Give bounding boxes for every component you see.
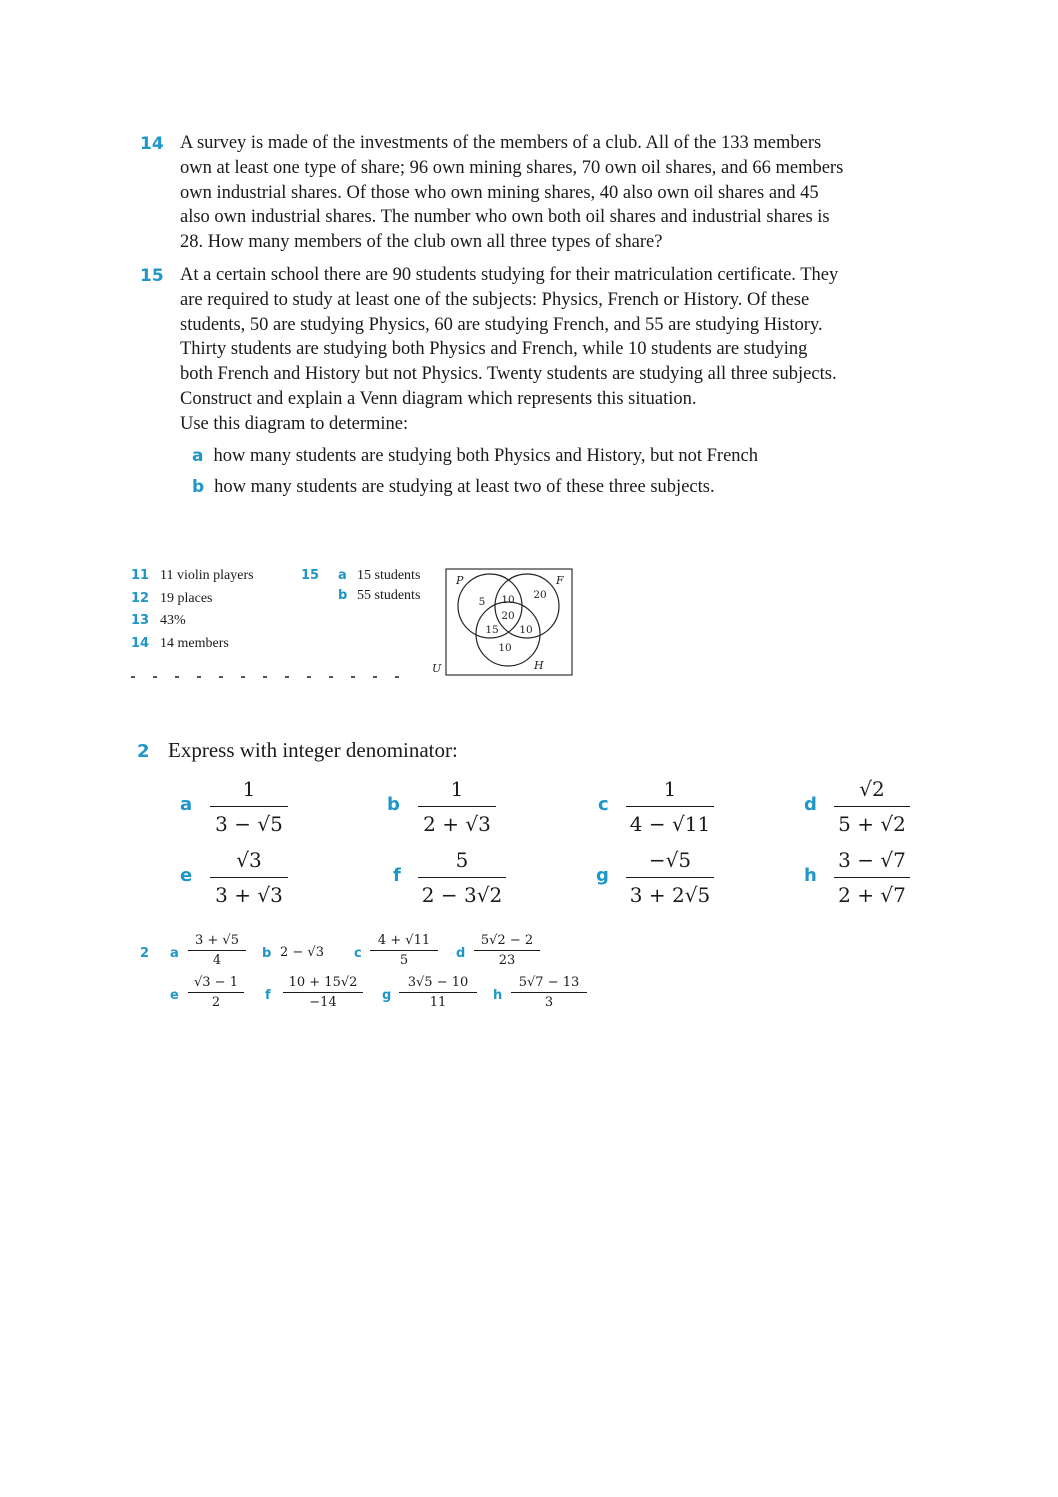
item-label-g: g <box>596 865 609 886</box>
answer-13 <box>131 613 186 629</box>
text-line: Use this diagram to determine: <box>180 413 409 434</box>
answer-number: 13 <box>131 613 150 628</box>
numerator: √3 <box>236 848 262 872</box>
text-line: are required to study at least one of the subjects: Physics, French or History. Of these <box>180 289 810 310</box>
text-line: students, 50 are studying Physics, 60 are studying French, and 55 are studying History. <box>180 314 823 335</box>
numerator: 4 + √11 <box>377 933 431 948</box>
fraction-bar <box>399 992 477 993</box>
answer-14 <box>131 636 229 652</box>
answer2-fraction-a <box>188 932 246 969</box>
fraction-a <box>210 775 288 838</box>
answer2-fraction-h <box>511 974 587 1011</box>
answer2-value-b: 2 − √3 <box>280 945 324 960</box>
numerator: 5√7 − 13 <box>518 975 580 990</box>
denominator: 3 <box>544 995 554 1010</box>
fraction-d <box>834 775 910 838</box>
text-line: Thirty students are studying both Physics and French, while 10 students are studying <box>180 339 808 360</box>
answer-text: 19 places <box>160 591 213 606</box>
item-label-a: a <box>180 794 193 815</box>
region-ph: 15 <box>485 624 499 636</box>
answer2-label-h: h <box>493 988 503 1003</box>
answer2-label-b: b <box>262 946 272 961</box>
answer-text: 15 students <box>357 568 421 583</box>
text-line: own industrial shares. Of those who own mining shares, 40 also own oil shares and 45 <box>180 182 819 203</box>
denominator: 4 − √11 <box>629 812 711 837</box>
part-label: b <box>338 588 348 603</box>
fraction-bar <box>370 950 438 951</box>
text-line: also own industrial shares. The number who own both oil shares and industrial shares is <box>180 207 830 228</box>
fraction-bar <box>418 877 506 878</box>
denominator: 5 + √2 <box>838 812 906 837</box>
fraction-bar <box>418 806 496 807</box>
question-15-part-a <box>192 446 758 467</box>
denominator: 2 + √3 <box>423 812 491 837</box>
region-f-only: 20 <box>533 589 547 601</box>
answer-text: 14 members <box>160 636 229 651</box>
fraction-bar <box>834 806 910 807</box>
fraction-bar <box>188 950 246 951</box>
venn-diagram <box>432 568 573 676</box>
fraction-b <box>418 775 496 838</box>
question-15-text <box>180 263 838 437</box>
numerator: 3 − √7 <box>838 848 906 872</box>
answer-number: 11 <box>131 568 150 583</box>
answer2-fraction-d <box>474 932 540 969</box>
set-label-u: U <box>432 662 442 675</box>
fraction-bar <box>511 992 587 993</box>
denominator: 3 + 2√5 <box>629 883 711 908</box>
text-line: both French and History but not Physics. Twenty students are studying all three subjects. <box>180 364 837 385</box>
answer2-label-d: d <box>456 946 466 961</box>
numerator: 1 <box>663 777 677 801</box>
part-label: a <box>192 446 204 466</box>
answer2-fraction-e <box>188 974 244 1011</box>
question-2-prompt: Express with integer denominator: <box>168 738 458 762</box>
set-label-p: P <box>456 574 464 587</box>
denominator: 3 − √5 <box>215 812 283 837</box>
denominator: 2 + √7 <box>838 883 906 908</box>
text-line: At a certain school there are 90 students studying for their matriculation certificate. They <box>180 265 839 285</box>
numerator: 1 <box>450 777 464 801</box>
part-label: b <box>192 477 205 497</box>
region-h-only: 10 <box>498 642 512 654</box>
denominator: 2 <box>211 995 221 1010</box>
item-label-d: d <box>804 794 817 815</box>
fraction-bar <box>188 992 244 993</box>
fraction-c <box>626 775 714 838</box>
fraction-f <box>418 846 506 909</box>
denominator: −14 <box>309 995 337 1010</box>
fraction-bar <box>626 877 714 878</box>
item-label-e: e <box>180 865 193 886</box>
question-15-number: 15 <box>140 266 164 286</box>
question-14-number: 14 <box>140 134 164 154</box>
answer-text: 43% <box>160 613 186 628</box>
numerator: 1 <box>242 777 256 801</box>
numerator: 5 <box>455 848 469 872</box>
question-15-part-b <box>192 477 715 498</box>
cropped-text-line <box>131 676 401 678</box>
denominator: 23 <box>498 953 516 968</box>
answer2-fraction-g <box>399 974 477 1011</box>
fraction-bar <box>834 877 910 878</box>
answer-text: 11 violin players <box>160 568 254 583</box>
part-text: how many students are studying at least two of these three subjects. <box>214 477 715 497</box>
numerator: 5√2 − 2 <box>480 933 534 948</box>
answer-number: 15 <box>301 568 320 583</box>
answer2-label-a: a <box>170 946 179 961</box>
item-label-h: h <box>804 865 817 886</box>
numerator: 10 + 15√2 <box>288 975 358 990</box>
denominator: 2 − 3√2 <box>421 883 503 908</box>
fraction-bar <box>474 950 540 951</box>
fraction-h <box>834 846 910 909</box>
answer-text: 55 students <box>357 588 421 603</box>
fraction-bar <box>283 992 363 993</box>
fraction-bar <box>210 806 288 807</box>
part-text: how many students are studying both Physics and History, but not French <box>213 446 758 466</box>
answer-number: 14 <box>131 636 150 651</box>
question-2-number: 2 <box>137 741 150 762</box>
fraction-g <box>626 846 714 909</box>
fraction-bar <box>210 877 288 878</box>
text-line: A survey is made of the investments of the members of a club. All of the 133 members <box>180 133 822 153</box>
region-fh: 10 <box>519 624 533 636</box>
denominator: 5 <box>399 953 409 968</box>
answer2-fraction-f <box>283 974 363 1011</box>
text-line: Construct and explain a Venn diagram which represents this situation. <box>180 388 697 409</box>
answer-number: 12 <box>131 591 150 606</box>
question-14-text <box>180 131 843 255</box>
numerator: −√5 <box>648 848 692 872</box>
denominator: 3 + √3 <box>215 883 283 908</box>
numerator: √3 − 1 <box>194 975 238 990</box>
fraction-bar <box>626 806 714 807</box>
region-pfh: 20 <box>501 610 515 622</box>
answer2-fraction-c <box>370 932 438 969</box>
item-label-c: c <box>598 794 609 815</box>
numerator: 3 + √5 <box>195 933 239 948</box>
answer-15b <box>338 588 420 604</box>
item-label-f: f <box>393 865 401 886</box>
region-pf: 10 <box>501 594 515 606</box>
text-line: own at least one type of share; 96 own mining shares, 70 own oil shares, and 66 members <box>180 157 844 178</box>
part-label: a <box>338 568 347 583</box>
answer2-label-f: f <box>265 988 271 1003</box>
set-label-f: F <box>556 574 564 587</box>
text-line: 28. How many members of the club own all three types of share? <box>180 232 663 253</box>
answer-15 <box>301 568 420 584</box>
numerator: 3√5 − 10 <box>407 975 469 990</box>
answer2-number: 2 <box>140 946 150 961</box>
answer2-label-e: e <box>170 988 179 1003</box>
answer-12 <box>131 591 212 607</box>
denominator: 4 <box>212 953 222 968</box>
region-p-only: 5 <box>478 596 486 608</box>
denominator: 11 <box>429 995 447 1010</box>
set-label-h: H <box>534 659 544 672</box>
fraction-e <box>210 846 288 909</box>
answer2-label-g: g <box>382 988 392 1003</box>
item-label-b: b <box>387 794 400 815</box>
answer2-label-c: c <box>354 946 362 961</box>
answer-11 <box>131 568 254 584</box>
universal-set-box <box>446 569 572 675</box>
numerator: √2 <box>859 777 885 801</box>
